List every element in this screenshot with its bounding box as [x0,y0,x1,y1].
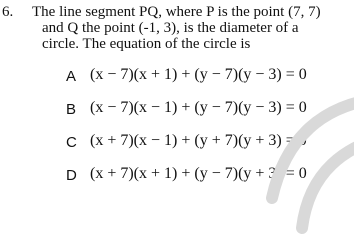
option-a[interactable] [0,66,354,99]
option-b-equation: (x − 7)(x − 1) + (y − 7)(y − 3) = 0 [90,99,307,116]
stem-line-2: and Q the point (-1, 3), is the diameter of a [42,20,299,36]
option-a-equation: (x − 7)(x + 1) + (y − 7)(y − 3) = 0 [90,66,307,83]
option-a-letter: A [66,68,77,85]
option-c-letter: C [66,134,77,151]
option-c-equation: (x + 7)(x − 1) + (y + 7)(y + 3) = 0 [90,132,307,149]
question-stem [32,4,332,52]
stem-line-3: circle. The equation of the circle is [42,36,251,52]
question-number: 6. [2,4,14,20]
answer-options [0,66,354,198]
option-d-letter: D [66,167,77,184]
option-d-equation: (x + 7)(x + 1) + (y − 7)(y + 3) = 0 [90,165,307,182]
option-b-letter: B [66,101,77,118]
option-c[interactable] [0,132,354,165]
option-d[interactable] [0,165,354,198]
stem-line-1: The line segment PQ, where P is the point (7, 7) [32,4,321,20]
option-b[interactable] [0,99,354,132]
